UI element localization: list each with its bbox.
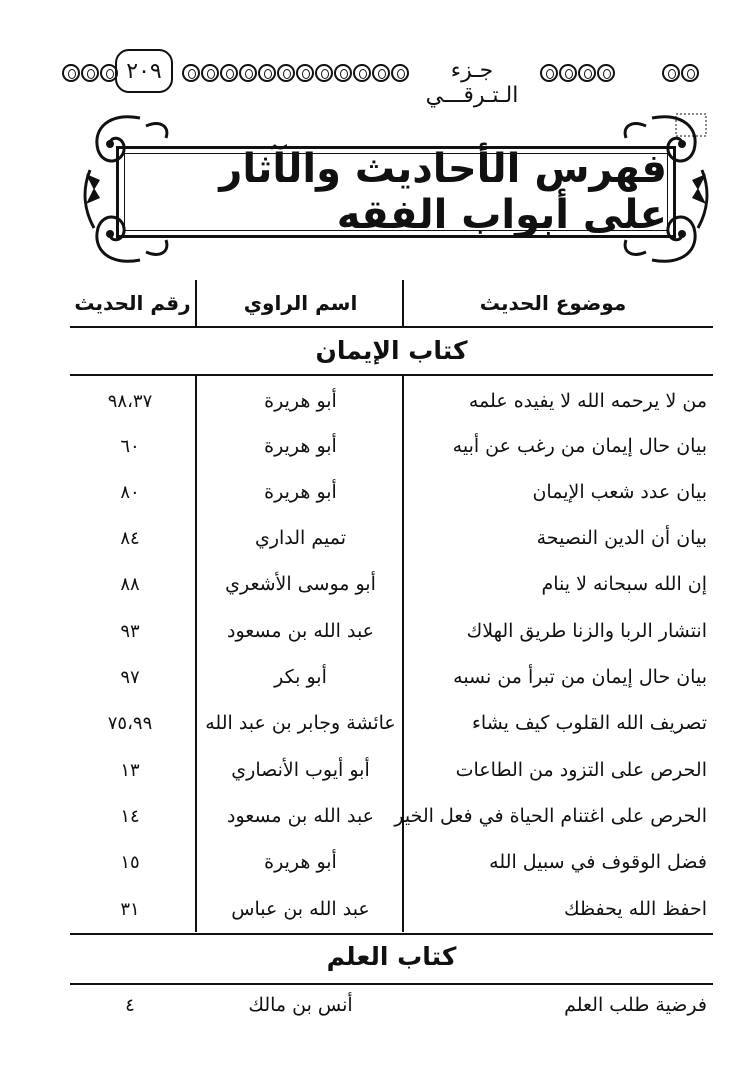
table-row	[70, 380, 713, 422]
topic-cell: احفظ الله يحفظك	[563, 898, 707, 920]
table-row	[70, 563, 713, 605]
topic-cell: انتشار الربا والزنا طريق الهلاك	[466, 620, 707, 642]
narrator-cell: أنس بن مالك	[248, 994, 353, 1016]
header-divider-1	[195, 280, 197, 326]
header-divider-2	[402, 280, 404, 326]
narrator-cell: أبو هريرة	[264, 390, 337, 412]
number-cell: ٧٥،٩٩	[107, 712, 153, 734]
section-rule-iman	[70, 374, 713, 376]
topic-cell: الحرص على اغتنام الحياة في فعل الخير	[394, 805, 707, 827]
topic-cell: بيان حال إيمان من تبرأ من نسبه	[453, 666, 707, 688]
header-rule	[70, 326, 713, 328]
table-row	[70, 471, 713, 513]
number-cell: ٨٨	[120, 573, 140, 595]
section-title-ilm: كتاب العلم	[326, 942, 457, 971]
topic-cell: من لا يرحمه الله لا يفيده علمه	[468, 390, 707, 412]
table-row	[70, 702, 713, 744]
section-end-rule-iman	[70, 933, 713, 935]
ornament-left	[62, 64, 118, 84]
part-title: جـزء الـتـرقـــي	[425, 58, 519, 108]
table-row	[70, 517, 713, 559]
column-header-narrator: اسم الراوي	[243, 291, 358, 315]
topic-cell: تصريف الله القلوب كيف يشاء	[472, 712, 707, 734]
page-number: ٢٠٩	[126, 58, 162, 84]
table-row	[70, 656, 713, 698]
narrator-cell: عائشة وجابر بن عبد الله	[205, 712, 396, 734]
topic-cell: بيان أن الدين النصيحة	[536, 527, 707, 549]
title-frame-inner-border	[124, 146, 668, 238]
narrator-cell: أبو أيوب الأنصاري	[231, 759, 370, 781]
table-row	[70, 888, 713, 930]
ornament-right-a	[540, 64, 615, 84]
number-cell: ٣١	[120, 898, 140, 920]
narrator-cell: تميم الداري	[254, 527, 347, 549]
number-cell: ١٥	[120, 851, 140, 873]
topic-cell: بيان حال إيمان من رغب عن أبيه	[452, 435, 707, 457]
page-number-box	[115, 49, 173, 93]
number-cell: ٨٤	[120, 527, 140, 549]
index-title: فهرس الأحاديث والآثار على أبواب الفقه	[219, 146, 667, 238]
narrator-cell: أبو هريرة	[264, 435, 337, 457]
number-cell: ٤	[125, 994, 135, 1016]
topic-cell: بيان عدد شعب الإيمان	[532, 481, 707, 503]
title-frame	[80, 110, 712, 270]
table-row	[70, 984, 713, 1026]
narrator-cell: أبو هريرة	[264, 481, 337, 503]
section-title-iman: كتاب الإيمان	[315, 336, 468, 365]
table-row	[70, 841, 713, 883]
topic-cell: الحرص على التزود من الطاعات	[455, 759, 707, 781]
narrator-cell: عبد الله بن مسعود	[226, 620, 375, 642]
narrator-cell: أبو موسى الأشعري	[225, 573, 376, 595]
number-cell: ٦٠	[120, 435, 140, 457]
table-row	[70, 795, 713, 837]
page-header	[62, 44, 712, 108]
table-row	[70, 749, 713, 791]
table-row	[70, 425, 713, 467]
ornament-right-b	[662, 64, 699, 84]
topic-cell: فضل الوقوف في سبيل الله	[489, 851, 707, 873]
narrator-cell: عبد الله بن عباس	[231, 898, 370, 920]
topic-cell: فرضية طلب العلم	[564, 994, 707, 1016]
column-header-topic: موضوع الحديث	[479, 291, 627, 315]
narrator-cell: أبو بكر	[274, 666, 327, 688]
column-header-number: رقم الحديث	[74, 291, 191, 315]
ornament-middle	[182, 64, 409, 84]
narrator-cell: أبو هريرة	[264, 851, 337, 873]
number-cell: ١٤	[120, 805, 140, 827]
number-cell: ٩٨،٣٧	[107, 390, 153, 412]
number-cell: ١٣	[120, 759, 140, 781]
topic-cell: إن الله سبحانه لا ينام	[541, 573, 707, 595]
narrator-cell: عبد الله بن مسعود	[226, 805, 375, 827]
number-cell: ٩٣	[120, 620, 140, 642]
number-cell: ٨٠	[120, 481, 140, 503]
table-row	[70, 610, 713, 652]
number-cell: ٩٧	[120, 666, 140, 688]
